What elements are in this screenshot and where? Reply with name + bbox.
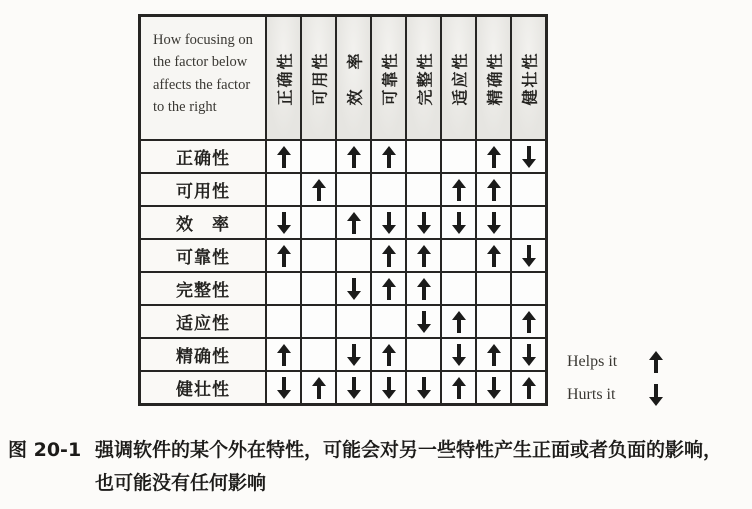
- row-header-3: 可靠性: [141, 240, 265, 271]
- down-arrow-icon: [520, 245, 538, 267]
- matrix-cell-r4-c7: [512, 273, 545, 304]
- matrix-corner-note: How focusing on the factor below affects the factor to the right: [141, 17, 265, 139]
- matrix-cell-r5-c1: [302, 306, 335, 337]
- matrix-cell-r1-c5: [442, 174, 475, 205]
- matrix-cell-r5-c2: [337, 306, 370, 337]
- figure-caption: [8, 434, 752, 500]
- up-arrow-icon: [275, 146, 293, 168]
- up-arrow-icon: [520, 311, 538, 333]
- up-arrow-icon: [275, 344, 293, 366]
- matrix-cell-r7-c6: [477, 372, 510, 403]
- matrix-cell-r1-c6: [477, 174, 510, 205]
- down-arrow-icon: [345, 344, 363, 366]
- matrix-cell-r7-c2: [337, 372, 370, 403]
- down-arrow-icon: [380, 212, 398, 234]
- down-arrow-icon: [415, 212, 433, 234]
- column-header-label: 效 率: [345, 50, 365, 106]
- column-header-3: [372, 17, 405, 139]
- matrix-cell-r5-c3: [372, 306, 405, 337]
- matrix-cell-r1-c4: [407, 174, 440, 205]
- up-arrow-icon: [647, 351, 665, 373]
- row-header-1: 可用性: [141, 174, 265, 205]
- matrix-cell-r6-c0: [267, 339, 300, 370]
- row-header-2: 效 率: [141, 207, 265, 238]
- column-header-label: 正确性: [275, 50, 295, 106]
- column-header-label: 健壮性: [520, 50, 540, 106]
- column-header-label: 精确性: [485, 50, 505, 106]
- matrix-cell-r3-c0: [267, 240, 300, 271]
- matrix-cell-r0-c4: [407, 141, 440, 172]
- column-header-label: 适应性: [450, 50, 470, 106]
- figure-caption-text: [95, 434, 752, 500]
- up-arrow-icon: [380, 245, 398, 267]
- matrix-cell-r5-c0: [267, 306, 300, 337]
- matrix-cell-r5-c5: [442, 306, 475, 337]
- column-header-0: [267, 17, 300, 139]
- matrix-cell-r7-c7: [512, 372, 545, 403]
- up-arrow-icon: [485, 146, 503, 168]
- down-arrow-icon: [647, 384, 665, 406]
- legend-hurts-label: Hurts it: [567, 385, 616, 403]
- matrix-cell-r7-c5: [442, 372, 475, 403]
- matrix-cell-r3-c2: [337, 240, 370, 271]
- up-arrow-icon: [310, 179, 328, 201]
- down-arrow-icon: [450, 344, 468, 366]
- matrix-cell-r2-c5: [442, 207, 475, 238]
- row-header-5: 适应性: [141, 306, 265, 337]
- matrix-cell-r4-c6: [477, 273, 510, 304]
- up-arrow-icon: [275, 245, 293, 267]
- up-arrow-icon: [380, 278, 398, 300]
- down-arrow-icon: [345, 377, 363, 399]
- column-header-5: [442, 17, 475, 139]
- matrix-cell-r5-c6: [477, 306, 510, 337]
- matrix-cell-r3-c7: [512, 240, 545, 271]
- matrix-cell-r4-c4: [407, 273, 440, 304]
- column-header-6: [477, 17, 510, 139]
- matrix-cell-r3-c3: [372, 240, 405, 271]
- matrix-cell-r2-c4: [407, 207, 440, 238]
- matrix-cell-r0-c6: [477, 141, 510, 172]
- matrix-cell-r2-c2: [337, 207, 370, 238]
- matrix-cell-r7-c0: [267, 372, 300, 403]
- column-header-2: [337, 17, 370, 139]
- matrix-cell-r4-c2: [337, 273, 370, 304]
- column-header-1: [302, 17, 335, 139]
- column-header-7: [512, 17, 545, 139]
- legend-helps-row: [567, 349, 665, 374]
- down-arrow-icon: [520, 146, 538, 168]
- up-arrow-icon: [485, 245, 503, 267]
- matrix-cell-r7-c4: [407, 372, 440, 403]
- down-arrow-icon: [415, 311, 433, 333]
- matrix-cell-r4-c3: [372, 273, 405, 304]
- up-arrow-icon: [415, 278, 433, 300]
- down-arrow-icon: [485, 212, 503, 234]
- matrix-cell-r4-c5: [442, 273, 475, 304]
- up-arrow-icon: [345, 212, 363, 234]
- matrix-cell-r1-c1: [302, 174, 335, 205]
- row-header-0: 正确性: [141, 141, 265, 172]
- matrix-cell-r2-c1: [302, 207, 335, 238]
- arrow-legend: [567, 349, 665, 415]
- caption-line-2: 也可能没有任何影响: [95, 472, 267, 494]
- matrix-cell-r3-c1: [302, 240, 335, 271]
- down-arrow-icon: [275, 212, 293, 234]
- matrix-cell-r2-c3: [372, 207, 405, 238]
- column-header-label: 可靠性: [380, 50, 400, 106]
- row-header-7: 健壮性: [141, 372, 265, 403]
- matrix-cell-r6-c4: [407, 339, 440, 370]
- up-arrow-icon: [450, 377, 468, 399]
- matrix-cell-r7-c3: [372, 372, 405, 403]
- legend-helps-label: Helps it: [567, 352, 618, 370]
- down-arrow-icon: [380, 377, 398, 399]
- matrix-cell-r6-c3: [372, 339, 405, 370]
- down-arrow-icon: [450, 212, 468, 234]
- down-arrow-icon: [520, 344, 538, 366]
- matrix-cell-r0-c3: [372, 141, 405, 172]
- matrix-cell-r0-c2: [337, 141, 370, 172]
- up-arrow-icon: [380, 146, 398, 168]
- quality-characteristics-matrix: [138, 14, 548, 406]
- down-arrow-icon: [275, 377, 293, 399]
- down-arrow-icon: [485, 377, 503, 399]
- up-arrow-icon: [415, 245, 433, 267]
- up-arrow-icon: [485, 179, 503, 201]
- matrix-cell-r0-c5: [442, 141, 475, 172]
- up-arrow-icon: [380, 344, 398, 366]
- up-arrow-icon: [345, 146, 363, 168]
- matrix-cell-r3-c4: [407, 240, 440, 271]
- matrix-cell-r5-c4: [407, 306, 440, 337]
- matrix-cell-r6-c6: [477, 339, 510, 370]
- matrix-cell-r0-c7: [512, 141, 545, 172]
- caption-line-1: 强调软件的某个外在特性，可能会对另一些特性产生正面或者负面的影响，: [95, 439, 723, 461]
- matrix-cell-r7-c1: [302, 372, 335, 403]
- matrix-cell-r6-c2: [337, 339, 370, 370]
- matrix-cell-r6-c5: [442, 339, 475, 370]
- up-arrow-icon: [485, 344, 503, 366]
- matrix-cell-r6-c1: [302, 339, 335, 370]
- column-header-4: [407, 17, 440, 139]
- row-header-6: 精确性: [141, 339, 265, 370]
- matrix-cell-r2-c6: [477, 207, 510, 238]
- up-arrow-icon: [450, 311, 468, 333]
- down-arrow-icon: [345, 278, 363, 300]
- up-arrow-icon: [450, 179, 468, 201]
- matrix-cell-r1-c7: [512, 174, 545, 205]
- matrix-cell-r6-c7: [512, 339, 545, 370]
- matrix-cell-r2-c7: [512, 207, 545, 238]
- matrix-cell-r3-c5: [442, 240, 475, 271]
- row-header-4: 完整性: [141, 273, 265, 304]
- matrix-cell-r4-c0: [267, 273, 300, 304]
- matrix-cell-r1-c2: [337, 174, 370, 205]
- up-arrow-icon: [310, 377, 328, 399]
- column-header-label: 可用性: [310, 50, 330, 106]
- matrix-cell-r2-c0: [267, 207, 300, 238]
- column-header-label: 完整性: [415, 50, 435, 106]
- down-arrow-icon: [415, 377, 433, 399]
- matrix-cell-r5-c7: [512, 306, 545, 337]
- figure-number: 图 20-1: [8, 439, 82, 461]
- matrix-cell-r0-c0: [267, 141, 300, 172]
- legend-hurts-row: [567, 382, 665, 407]
- matrix-cell-r3-c6: [477, 240, 510, 271]
- matrix-cell-r4-c1: [302, 273, 335, 304]
- up-arrow-icon: [520, 377, 538, 399]
- matrix-cell-r1-c0: [267, 174, 300, 205]
- matrix-cell-r1-c3: [372, 174, 405, 205]
- matrix-cell-r0-c1: [302, 141, 335, 172]
